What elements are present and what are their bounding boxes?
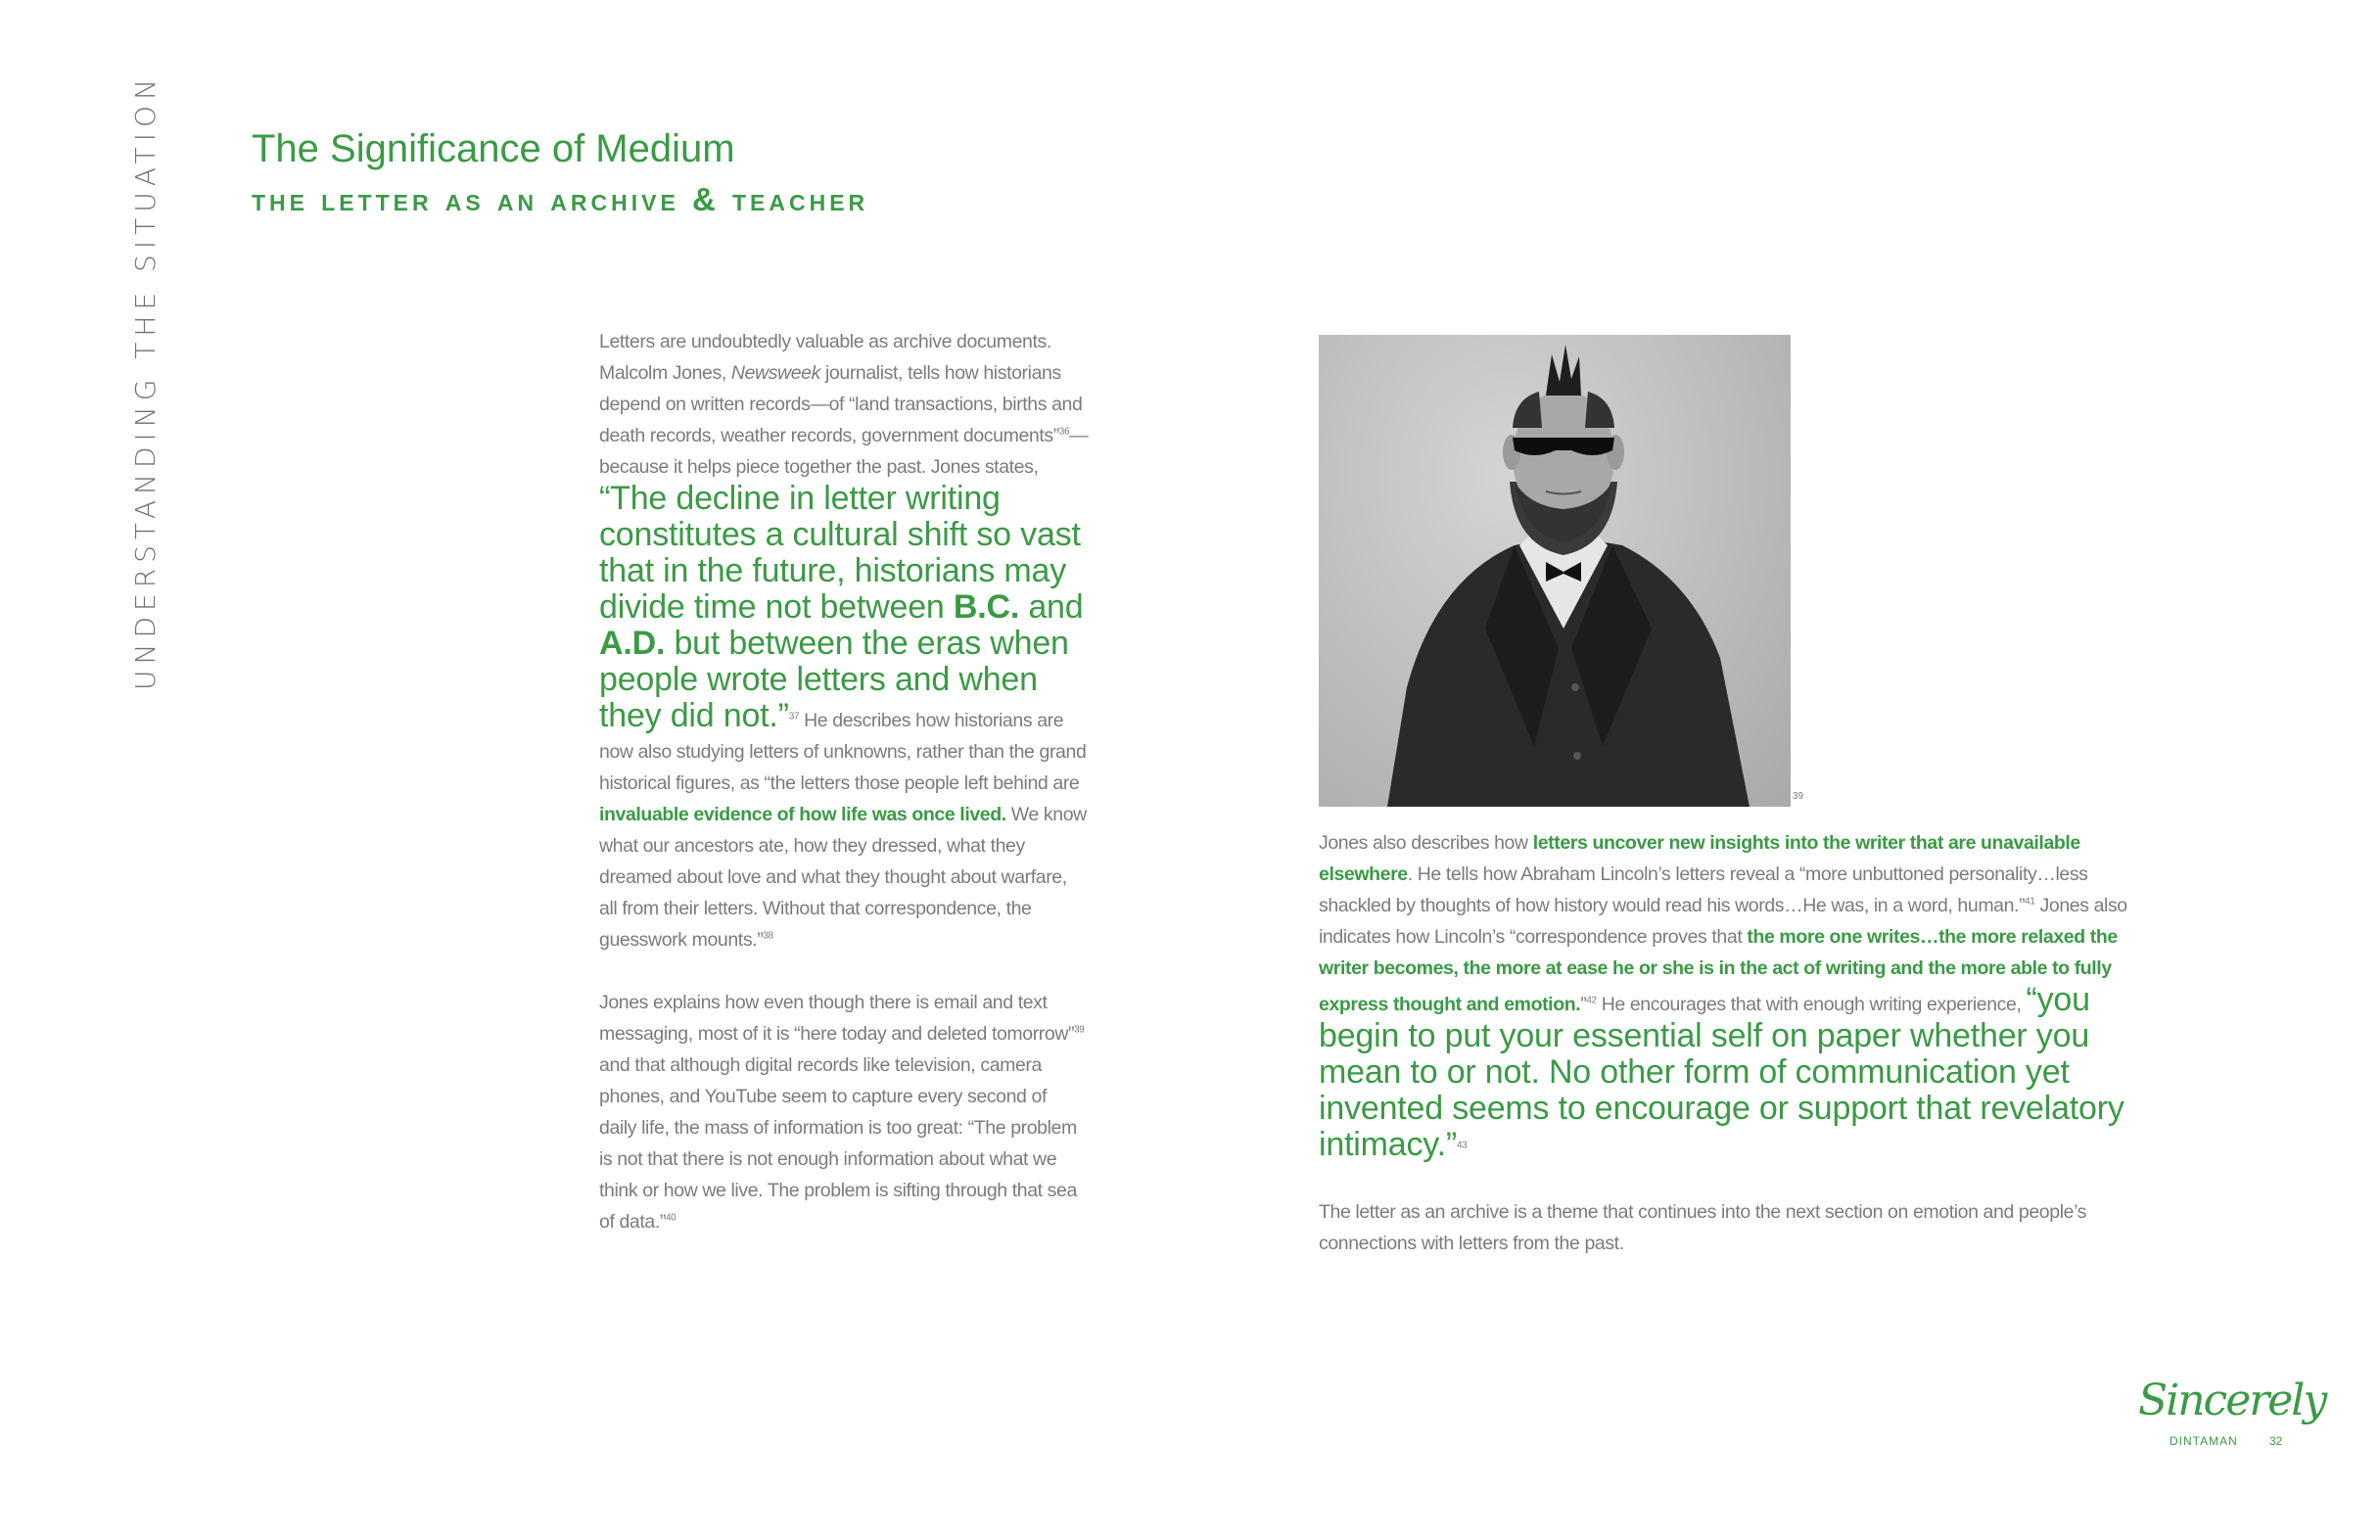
footnote-ref: 40 bbox=[665, 1212, 677, 1224]
footnote-ref: 39 bbox=[1074, 1024, 1085, 1036]
highlight-new-insights: letters uncover new insights into the writer that are unavailable elsewhere bbox=[1319, 832, 2080, 885]
footnote-ref: 41 bbox=[2025, 896, 2035, 908]
page-subtitle bbox=[252, 181, 868, 218]
footnote-ref: 42 bbox=[1586, 995, 1597, 1006]
subtitle-ampersand: & bbox=[691, 181, 720, 217]
text-run: Jones also describes how bbox=[1319, 832, 1533, 854]
lincoln-portrait-illustration bbox=[1319, 335, 1791, 807]
text-run: He encourages that with enough writing experience, bbox=[1596, 994, 2027, 1015]
text-run: . He tells how Abraham Lincoln’s letters reveal a “more unbuttoned personality…less shackled by thoughts of how history would read his words…He was, in a word, human.” bbox=[1319, 863, 2088, 916]
text-run: Jones also indicates how Lincoln’s “correspondence proves that bbox=[1319, 895, 2127, 948]
footnote-ref: 43 bbox=[1456, 1140, 1468, 1151]
quote-run: and bbox=[1019, 588, 1084, 626]
right-paragraph-2: The letter as an archive is a theme that continues into the next section on emotion and people’s connections with letters from the past. bbox=[1319, 1201, 2086, 1254]
subtitle-part-b: teacher bbox=[731, 181, 869, 217]
right-column bbox=[1319, 827, 2151, 1259]
lincoln-portrait-photo bbox=[1319, 335, 1791, 807]
footnote-ref: 37 bbox=[788, 711, 800, 723]
highlight-more-one-writes: the more one writes…the more relaxed the writer becomes, the more at ease he or she is in the act of writing and the more able to fully express thought and emotion. bbox=[1319, 926, 2118, 1015]
text-run: Jones explains how even though there is email and text messaging, most of it is “here today and deleted tomorrow” bbox=[599, 992, 1075, 1045]
footnote-ref: 36 bbox=[1058, 426, 1070, 438]
quote-ad: A.D. bbox=[599, 625, 666, 662]
text-run: We know what our ancestors ate, how they dressed, what they dreamed about love and what they thought about warfare, all from their letters. Without that correspondence, the guesswork mounts.” bbox=[599, 804, 1087, 951]
quote-run: “The decline in letter writing constitutes a cultural shift so vast that in the future, historians may divide time not between bbox=[599, 480, 1081, 626]
right-paragraph-1 bbox=[1319, 827, 2151, 1165]
footnote-ref: 38 bbox=[763, 930, 773, 942]
quote-run: No other form of communication yet invented seems to encourage or support that revelatory intimacy.” bbox=[1319, 1053, 2124, 1163]
text-run: He describes how historians are now also studying letters of unknowns, rather than the grand historical figures, as “the letters those people left behind are bbox=[599, 710, 1087, 794]
highlight-invaluable-evidence: invaluable evidence of how life was once lived. bbox=[599, 804, 1006, 825]
left-paragraph-1 bbox=[599, 326, 1089, 956]
text-run: ” bbox=[1580, 994, 1587, 1015]
text-run: journalist, tells how historians depend on written records—of “land transactions, births and death records, weather records, government documents” bbox=[599, 362, 1083, 446]
left-column bbox=[599, 326, 1089, 1237]
page-number: 32 bbox=[2269, 1434, 2283, 1448]
pull-quote-decline bbox=[599, 480, 1083, 734]
logo-author-name: DINTAMAN bbox=[2170, 1434, 2238, 1448]
section-side-label: UNDERSTANDING THE SITUATION bbox=[129, 72, 162, 690]
text-run: Letters are undoubtedly valuable as archive documents. Malcolm Jones, bbox=[599, 331, 1051, 384]
quote-run: but between the eras when people wrote letters and when they did not.” bbox=[599, 625, 1069, 734]
text-run: and that although digital records like television, camera phones, and YouTube seem to capture every second of daily life, the mass of information is too great: “The problem is not that there is not enough information about what we think or how we live. The problem is sifting through that sea of data.” bbox=[599, 1054, 1077, 1233]
quote-run: “you begin to put your essential self on paper whether you mean to or not. bbox=[1319, 981, 2090, 1091]
left-paragraph-2 bbox=[599, 987, 1089, 1237]
logo-wordmark: Sincerely bbox=[2138, 1376, 2326, 1425]
subtitle-part-a: the letter as an archive bbox=[252, 181, 679, 217]
page-title: The Significance of Medium bbox=[252, 127, 735, 170]
photo-footnote: 39 bbox=[1793, 791, 1804, 802]
newsweek-italic: Newsweek bbox=[730, 362, 820, 384]
sincerely-logo bbox=[2134, 1376, 2326, 1464]
quote-bc: B.C. bbox=[953, 588, 1020, 626]
text-run: —because it helps piece together the past. Jones states, bbox=[599, 425, 1089, 478]
